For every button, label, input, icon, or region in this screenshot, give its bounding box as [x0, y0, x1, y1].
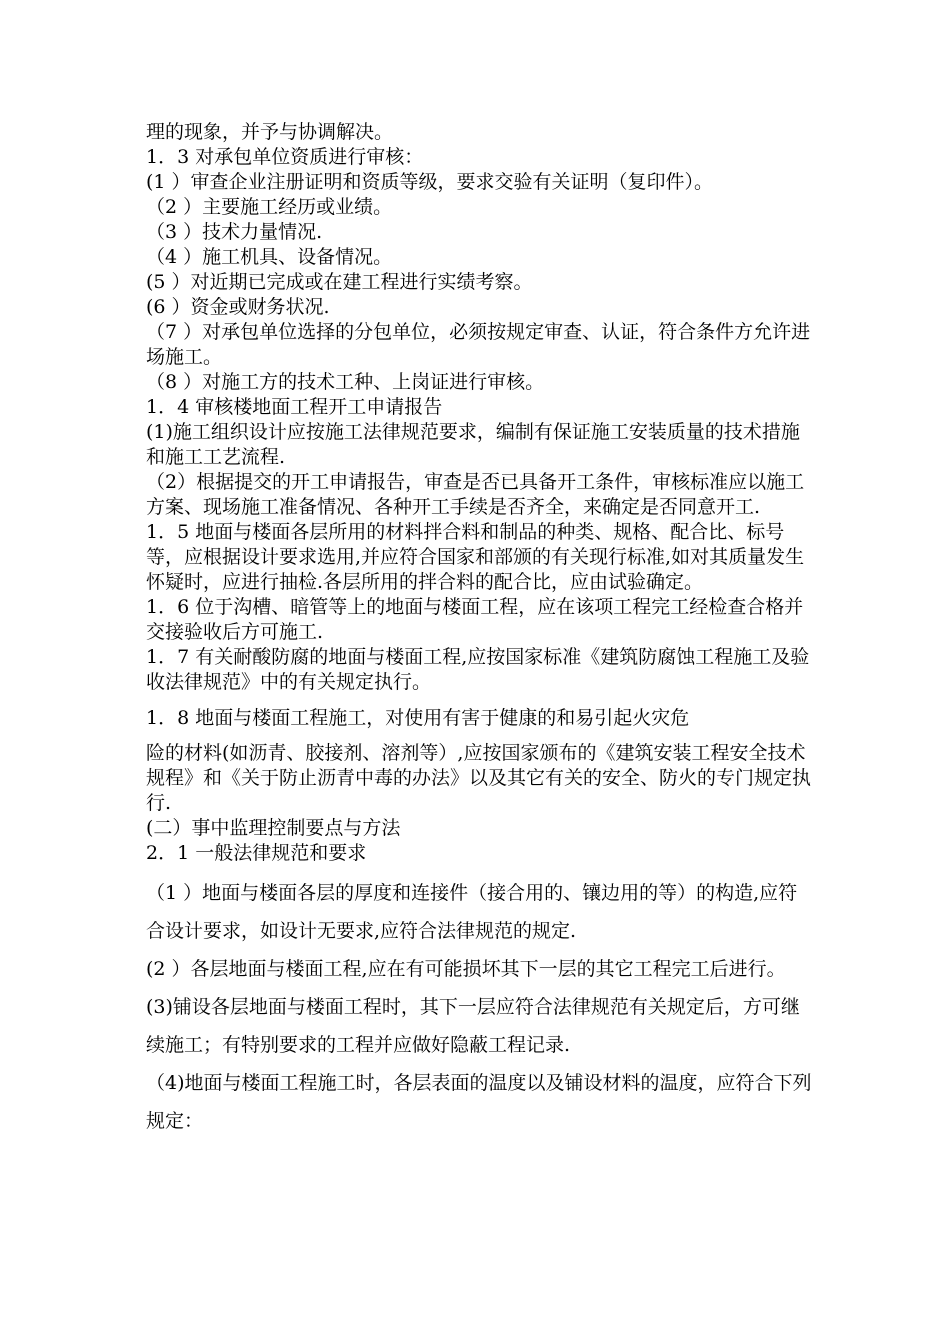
paragraph-1-4-2: （2）根据提交的开工申请报告，审查是否已具备开工条件，审核标准应以施工方案、现场施工准备情况、各种开工手续是否齐全，来确定是否同意开工. — [146, 471, 805, 518]
paragraph-continuation: 理的现象，并予与协调解决。 — [146, 121, 394, 143]
paragraph-2-1-2: (2 ）各层地面与楼面工程,应在有可能损坏其下一层的其它工程完工后进行。 — [146, 958, 786, 980]
paragraph-1-6: 1．6 位于沟槽、暗管等上的地面与楼面工程，应在该项工程完工经检查合格并交接验收后方可施工. — [146, 596, 804, 643]
paragraph-2-1-3: (3)铺设各层地面与楼面工程时，其下一层应符合法律规范有关规定后，方可继续施工；有特别要求的工程并应做好隐蔽工程记录. — [146, 996, 800, 1056]
heading-2-1: 2．1 一般法律规范和要求 — [146, 842, 367, 864]
paragraph-1-7: 1．7 有关耐酸防腐的地面与楼面工程,应按国家标准《建筑防腐蚀工程施工及验收法律规范》中的有关规定执行。 — [146, 646, 810, 693]
paragraph-2-1-4: （4)地面与楼面工程施工时，各层表面的温度以及铺设材料的温度，应符合下列规定： — [146, 1072, 812, 1132]
list-item-2: （2 ）主要施工经历或业绩。 — [146, 196, 393, 218]
paragraph-1-5: 1．5 地面与楼面各层所用的材料拌合料和制品的种类、规格、配合比、标号等，应根据设计要求选用,并应符合国家和部颁的有关现行标准,如对其质量发生怀疑时，应进行抽检.各层所用的拌合料的配合比，应由试验确定。 — [146, 521, 805, 593]
list-item-5: (5 ）对近期已完成或在建工程进行实绩考察。 — [146, 271, 533, 293]
heading-1-3: 1．3 对承包单位资质进行审核： — [146, 146, 424, 168]
list-item-7: （7 ）对承包单位选择的分包单位，必须按规定审查、认证，符合条件方允许进场施工。 — [146, 321, 811, 368]
list-item-3: （3 ）技术力量情况. — [146, 221, 323, 243]
document-body — [146, 120, 816, 1140]
list-item-4: （4 ）施工机具、设备情况。 — [146, 246, 393, 268]
paragraph-1-4-1: (1)施工组织设计应按施工法律规范要求，编制有保证施工安装质量的技术措施和施工工艺流程. — [146, 421, 800, 468]
list-item-6: (6 ）资金或财务状况. — [146, 296, 330, 318]
list-item-8: （8 ）对施工方的技术工种、上岗证进行审核。 — [146, 371, 545, 393]
paragraph-2-1-1: （1 ）地面与楼面各层的厚度和连接件（接合用的、镶边用的等）的构造,应符合设计要求，如设计无要求,应符合法律规范的规定. — [146, 882, 798, 942]
section-heading-2: (二）事中监理控制要点与方法 — [146, 817, 401, 839]
paragraph-1-8-continued: 险的材料(如沥青、胶接剂、溶剂等）,应按国家颁布的《建筑安装工程安全技术规程》和《关于防止沥青中毒的办法》以及其它有关的安全、防火的专门规定执行. — [146, 742, 812, 814]
paragraph-1-8-line-1: 1．8 地面与楼面工程施工，对使用有害于健康的和易引起火灾危 — [146, 707, 690, 729]
heading-1-4: 1．4 审核楼地面工程开工申请报告 — [146, 396, 443, 418]
list-item-1: (1 ）审查企业注册证明和资质等级，要求交验有关证明（复印件）。 — [146, 171, 714, 193]
